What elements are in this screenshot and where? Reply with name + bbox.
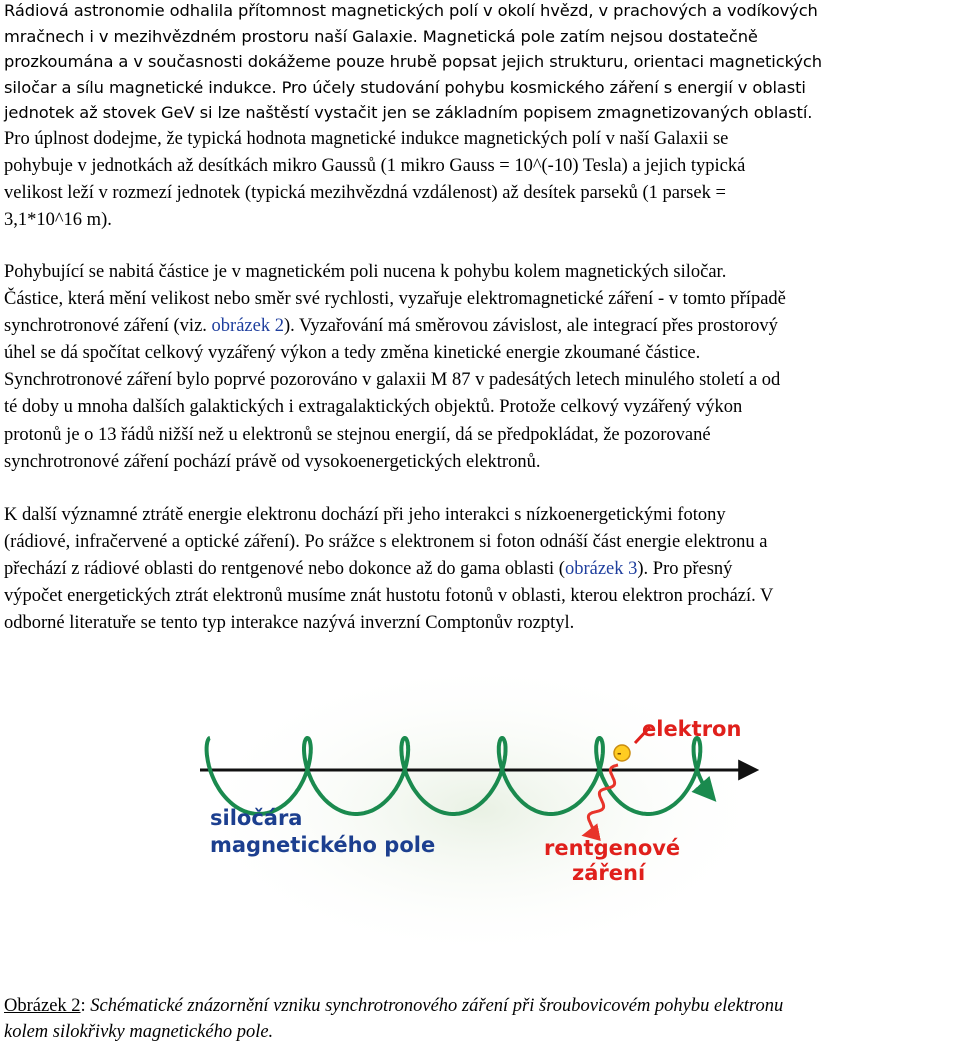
synchrotron-diagram: [190, 655, 770, 965]
caption-text: kolem silokřivky magnetického pole.: [4, 1022, 274, 1042]
text-line: jednotek až stovek GeV si lze naštěstí vystačit jen se základním popisem zmagnetizovaných oblastí.: [4, 103, 813, 123]
text-line: pohybuje v jednotkách až desítkách mikro Gaussů (1 mikro Gauss = 10^(-10) Tesla) a jejich typická: [4, 156, 746, 177]
text-fragment: ). Pro přesný: [637, 559, 733, 580]
figure-2-link[interactable]: obrázek 2: [211, 316, 284, 337]
text-line: Rádiová astronomie odhalila přítomnost magnetických polí v okolí hvězd, v prachových a vodíkových: [4, 1, 818, 20]
text-line: mračnech i v mezihvězdném prostoru naší Galaxie. Magnetická pole zatím nejsou dostatečně: [4, 26, 758, 46]
text-line: (rádiové, infračervené a optické záření). Po srážce s elektronem si foton odnáší část energie elektronu a: [4, 532, 768, 553]
caption-separator: :: [80, 996, 91, 1016]
caption-label: Obrázek 2: [4, 996, 81, 1016]
text-line: Pro úplnost dodejme, že typická hodnota magnetické indukce magnetických polí v naší Galaxii se: [4, 128, 729, 149]
text-line: Pohybující se nabitá částice je v magnetickém poli nucena k pohybu kolem magnetických siločar.: [4, 262, 727, 282]
text-line: Částice, která mění velikost nebo směr své rychlosti, vyzařuje elektromagnetické záření - v tomto případě: [4, 289, 786, 310]
figure-3-link[interactable]: obrázek 3: [564, 559, 638, 580]
synchrotron-paragraph: [4, 259, 956, 476]
xray-label-2: záření: [572, 861, 646, 885]
text-line: protonů je o 13 řádů nižší než u elektronů se stejnou energií, dá se předpokládat, že pozorované: [4, 424, 711, 445]
figure-caption: [4, 993, 956, 1045]
text-fragment: ). Vyzařování má směrovou závislost, ale integrací přes prostorový: [283, 316, 778, 337]
text-line: K další významné ztrátě energie elektronu dochází při jeho interakci s nízkoenergetickými fotony: [4, 505, 726, 525]
text-line: prozkoumána a v současnosti dokážeme pouze hrubě popsat jejich strukturu, orientaci magnetických: [4, 52, 822, 72]
electron-sign: -: [617, 747, 622, 760]
text-line: [4, 313, 956, 340]
text-line: 3,1*10^16 m).: [4, 210, 112, 231]
intro-paragraph: [4, 0, 956, 234]
xray-label-1: rentgenové: [544, 836, 681, 860]
text-line: té doby u mnoha dalších galaktických i extragalaktických objektů. Protože celkový vyzářený výkon: [4, 397, 743, 418]
text-line: odborné literatuře se tento typ interakce nazývá inverzní Comptonův rozptyl.: [4, 613, 575, 634]
text-line: velikost leží v rozmezí jednotek (typická mezihvězdná vzdálenost) až desítek parseků (1 parsek =: [4, 183, 726, 204]
caption-text: Schématické znázornění vzniku synchrotronového záření při šroubovicovém pohybu elektronu: [90, 996, 784, 1016]
text-line: výpočet energetických ztrát elektronů musíme znát hustotu fotonů v oblasti, kterou elektron prochází. V: [4, 586, 774, 607]
field-line-label-1: siločára: [210, 806, 303, 830]
field-line-label-2: magnetického pole: [210, 833, 436, 857]
text-line: siločar a sílu magnetické indukce. Pro účely studování pohybu kosmického záření s energií v oblasti: [4, 77, 806, 97]
text-fragment: synchrotronové záření (viz.: [4, 316, 212, 337]
text-line: synchrotronové záření pochází právě od vysokoenergetických elektronů.: [4, 451, 541, 472]
text-fragment: přechází z rádiové oblasti do rentgenové nebo dokonce až do gama oblasti (: [4, 559, 565, 580]
text-line: úhel se dá spočítat celkový vyzářený výkon a tedy změna kinetické energie zkoumané částice.: [4, 343, 701, 364]
compton-paragraph: [4, 502, 956, 637]
text-line: Synchrotronové záření bylo poprvé pozorováno v galaxii M 87 v padesátých letech minulého století a od: [4, 370, 781, 391]
text-line: [4, 556, 956, 583]
electron-label: elektron: [642, 717, 742, 741]
